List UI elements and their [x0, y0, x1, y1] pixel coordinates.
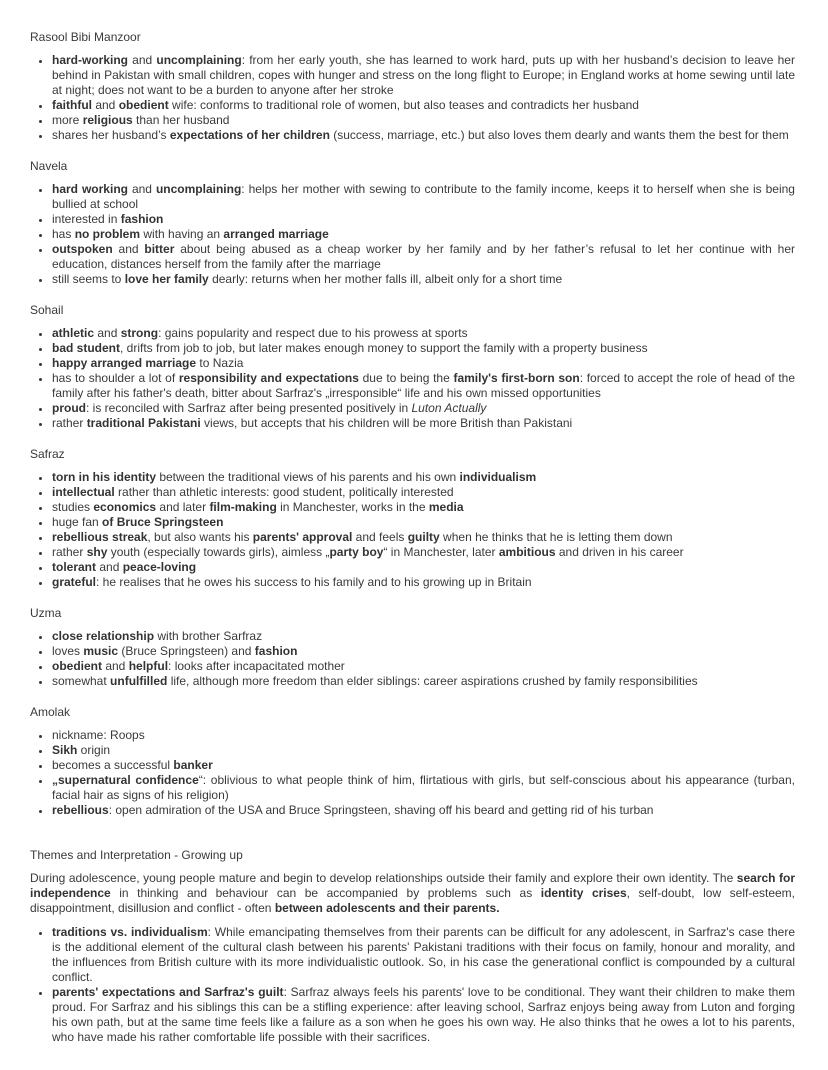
bullet-item: • outspoken and bitter about being abused as a cheap worker by her family and by her father’s refusal to let her continue with her education, distances herself from the family after the marriage	[51, 242, 795, 272]
bullet-list	[30, 925, 795, 1045]
bullet-item: • interested in fashion	[51, 212, 795, 227]
bullet-list	[30, 470, 795, 590]
bullet-item: • tolerant and peace-loving	[51, 560, 795, 575]
bullet-item: • faithful and obedient wife: conforms to traditional role of women, but also teases and contradicts her husband	[51, 98, 795, 113]
section-rasool-bibi-manzoor	[30, 30, 795, 143]
section-heading: Uzma	[30, 606, 62, 620]
section-heading: Rasool Bibi Manzoor	[30, 30, 141, 44]
section-navela	[30, 159, 795, 287]
bullet-item: • happy arranged marriage to Nazia	[51, 356, 795, 371]
bullet-item: • intellectual rather than athletic interests: good student, politically interested	[51, 485, 795, 500]
section-heading: Sohail	[30, 303, 64, 317]
section-heading: Amolak	[30, 705, 71, 719]
bullet-item: • studies economics and later film-making in Manchester, works in the media	[51, 500, 795, 515]
bullet-item: • still seems to love her family dearly: returns when her mother falls ill, albeit only for a short time	[51, 272, 795, 287]
bullet-item: • grateful: he realises that he owes his success to his family and to his growing up in Britain	[51, 575, 795, 590]
themes-intro-paragraph: During adolescence, young people mature and begin to develop relationships outside their family and explore their own identity. The search for independence in thinking and behaviour can be accompanied by problems such as identity crises, self-doubt, low self-esteem, disappointment, disillusion and conflict - often between adolescents and their parents.	[30, 871, 796, 915]
bullet-item: • becomes a successful banker	[51, 758, 795, 773]
section-heading: Navela	[30, 159, 68, 173]
bullet-item: • nickname: Roops	[51, 728, 795, 743]
bullet-item: • Sikh origin	[51, 743, 795, 758]
bullet-item: • parents' expectations and Sarfraz's guilt: Sarfraz always feels his parents' love to be conditional. They want their children to make them proud. For Sarfraz and his siblings this can be a stifling experience: after leaving school, Sarfraz enjoys being away from Luton and forging his own path, but at the same time feels like a failure as a son when he goes his own way. He also thinks that he owes a lot to his parents, who have made his rather comfortable life possible with their sacrifices.	[51, 985, 795, 1045]
section-themes-growing-up	[30, 848, 795, 1045]
bullet-item: • rather traditional Pakistani views, but accepts that his children will be more British than Pakistani	[51, 416, 795, 431]
bullet-list	[30, 629, 795, 689]
bullet-item: • athletic and strong: gains popularity and respect due to his prowess at sports	[51, 326, 795, 341]
section-heading: Safraz	[30, 447, 65, 461]
bullet-item: • somewhat unfulfilled life, although more freedom than elder siblings: career aspirations crushed by family responsibilities	[51, 674, 795, 689]
bullet-item: • huge fan of Bruce Springsteen	[51, 515, 795, 530]
bullet-item: • traditions vs. individualism: While emancipating themselves from their parents can be difficult for any adolescent, in Sarfraz's case there is the additional element of the cultural clash between his parents' Pakistani traditions with their focus on family, honour and morality, and the influences from British culture with its more individualistic outlook. So, in his case the generational conflict is compounded by a cultural conflict.	[51, 925, 795, 985]
bullet-item: • rebellious: open admiration of the USA and Bruce Springsteen, shaving off his beard and getting rid of his turban	[51, 803, 795, 818]
bullet-item: • rather shy youth (especially towards girls), aimless „party boy“ in Manchester, later ambitious and driven in his career	[51, 545, 795, 560]
bullet-item: • proud: is reconciled with Sarfraz after being presented positively in Luton Actually	[51, 401, 795, 416]
bullet-list	[30, 53, 795, 143]
section-amolak	[30, 705, 795, 818]
bullet-item: • rebellious streak, but also wants his parents' approval and feels guilty when he thinks that he is letting them down	[51, 530, 795, 545]
bullet-item: • obedient and helpful: looks after incapacitated mother	[51, 659, 795, 674]
bullet-item: • hard working and uncomplaining: helps her mother with sewing to contribute to the family income, keeps it to herself when she is being bullied at school	[51, 182, 795, 212]
section-safraz	[30, 447, 795, 590]
section-uzma	[30, 606, 795, 689]
section-sohail	[30, 303, 795, 431]
section-heading: Themes and Interpretation - Growing up	[30, 848, 243, 862]
bullet-list	[30, 182, 795, 287]
bullet-item: • more religious than her husband	[51, 113, 795, 128]
bullet-item: • has no problem with having an arranged marriage	[51, 227, 795, 242]
bullet-item: • has to shoulder a lot of responsibility and expectations due to being the family's first-born son: forced to accept the role of head of the family after his father's death, bitter about Sarfraz's „irresponsible“ life and his own missed opportunities	[51, 371, 795, 401]
bullet-item: • shares her husband’s expectations of her children (success, marriage, etc.) but also loves them dearly and wants them the best for them	[51, 128, 795, 143]
bullet-item: • close relationship with brother Sarfraz	[51, 629, 795, 644]
bullet-item: • hard-working and uncomplaining: from her early youth, she has learned to work hard, puts up with her husband’s decision to leave her behind in Pakistan with small children, copes with hunger and stress on the long flight to Europe; in England works at home sewing until late at night; does not want to be a burden to anyone after her stroke	[51, 53, 795, 98]
bullet-item: • torn in his identity between the traditional views of his parents and his own individualism	[51, 470, 795, 485]
bullet-item: • „supernatural confidence“: oblivious to what people think of him, flirtatious with girls, but self-conscious about his appearance (turban, facial hair as signs of his religion)	[51, 773, 795, 803]
bullet-item: • bad student, drifts from job to job, but later makes enough money to support the family with a property business	[51, 341, 795, 356]
bullet-list	[30, 326, 795, 431]
bullet-list	[30, 728, 795, 818]
bullet-item: • loves music (Bruce Springsteen) and fashion	[51, 644, 795, 659]
